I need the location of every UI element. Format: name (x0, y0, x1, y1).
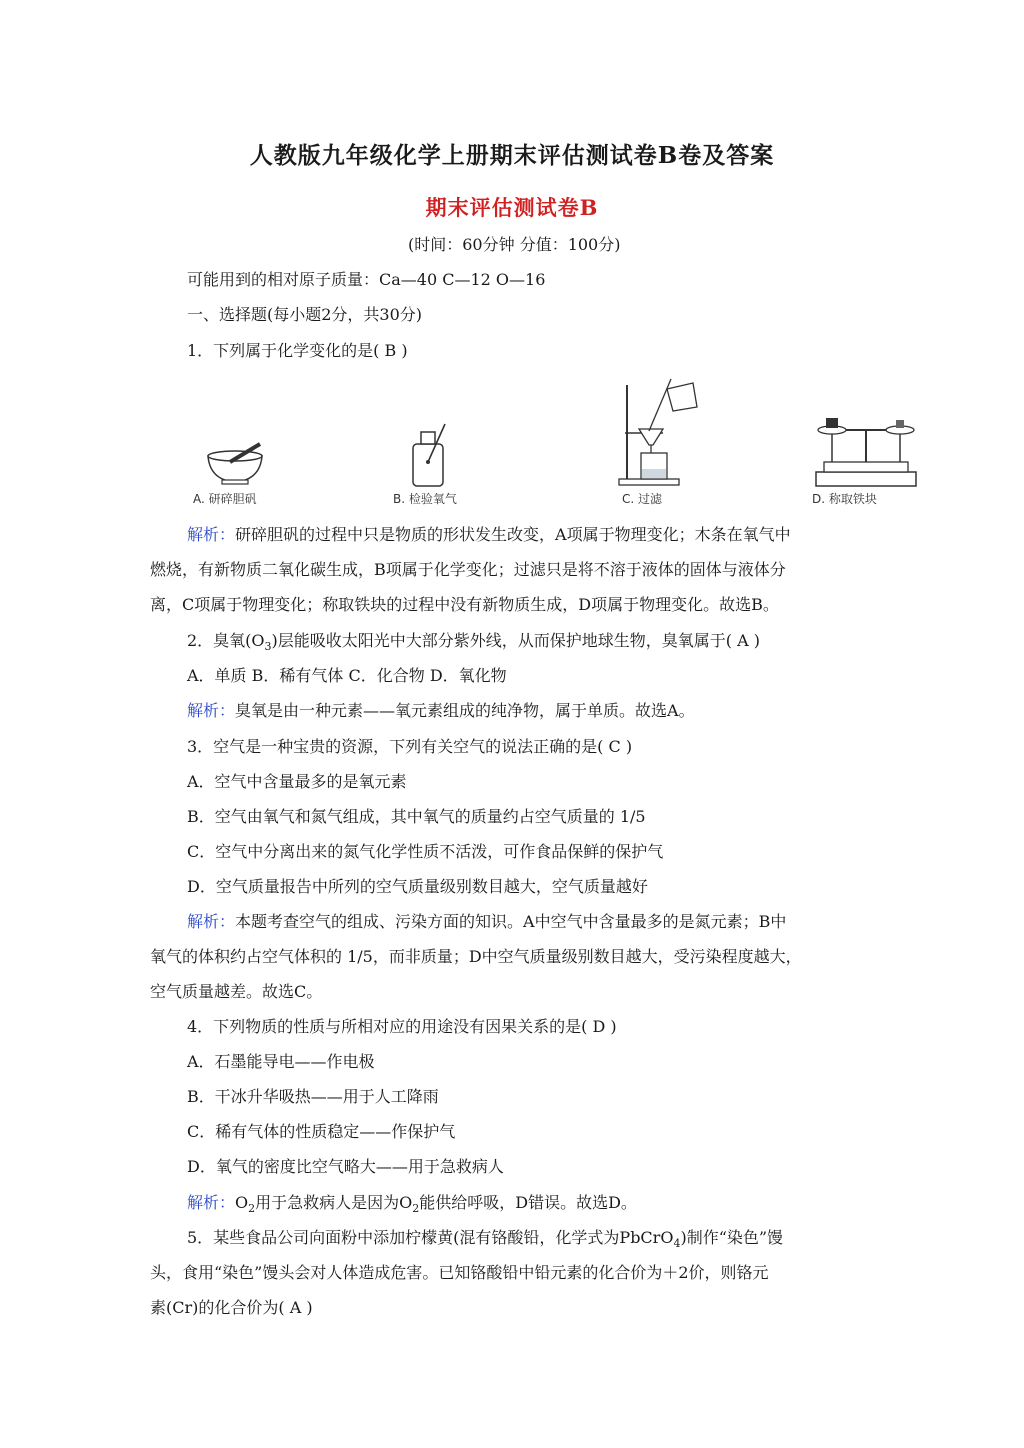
caption-c: C. 过滤 (622, 492, 663, 506)
q2-stem-part: )层能吸收太阳光中大部分紫外线，从而保护地球生物，臭氧属于( A ) (271, 631, 761, 650)
question-3-stem: 3．空气是一种宝贵的资源，下列有关空气的说法正确的是( C ) (187, 737, 633, 756)
caption-b: B. 检验氧气 (393, 492, 457, 506)
exam-meta: (时间：60分钟 分值：100分) (408, 235, 621, 254)
question-3-option-b: B．空气由氧气和氮气组成，其中氧气的质量约占空气质量的 1/5 (187, 807, 646, 826)
caption-a: A. 研碎胆矾 (193, 492, 257, 506)
question-2-options: A．单质 B．稀有气体 C．化合物 D．氧化物 (187, 666, 507, 685)
question-4-stem: 4．下列物质的性质与所相对应的用途没有因果关系的是( D ) (187, 1017, 617, 1036)
analysis-text: 本题考查空气的组成、污染方面的知识。A中空气中含量最多的是氮元素；B中 (235, 912, 787, 931)
analysis-subscript: 2 (248, 1202, 256, 1216)
filtration-apparatus-icon (615, 375, 710, 487)
analysis-label: 解析： (187, 1193, 236, 1212)
analysis-label: 解析： (187, 912, 236, 931)
caption-d: D. 称取铁块 (812, 492, 877, 506)
analysis-text: 能供给呼吸，D错误。故选D。 (419, 1193, 637, 1212)
exam-subtitle: 期末评估测试卷B (425, 195, 599, 220)
mortar-icon (200, 440, 270, 486)
question-5-line-1 (187, 1228, 783, 1254)
analysis-text: 臭氧是由一种元素——氧元素组成的纯净物，属于单质。故选A。 (235, 701, 695, 720)
question-3-option-a: A．空气中含量最多的是氧元素 (187, 772, 407, 791)
question-4-option-a: A．石墨能导电——作电极 (187, 1052, 375, 1071)
q5-text: )制作“染色”馒 (680, 1228, 784, 1247)
q2-analysis (187, 701, 695, 721)
question-4-option-d: D．氧气的密度比空气略大——用于急救病人 (187, 1157, 504, 1176)
question-1-stem: 1．下列属于化学变化的是( B ) (187, 341, 408, 360)
question-5-line-3: 素(Cr)的化合价为( A ) (150, 1298, 313, 1317)
analysis-label: 解析： (187, 525, 236, 544)
section-heading: 一、选择题(每小题2分，共30分) (187, 305, 423, 324)
gas-bottle-icon (405, 422, 453, 488)
analysis-label: 解析： (187, 701, 236, 720)
q1-analysis-line-2: 燃烧，有新物质二氧化碳生成，B项属于化学变化；过滤只是将不溶于液体的固体与液体分 (150, 560, 786, 579)
q5-text: 5．某些食品公司向面粉中添加柠檬黄(混有铬酸铅，化学式为PbCrO (187, 1228, 674, 1247)
q2-stem-part: 2．臭氧(O (187, 631, 265, 650)
q3-analysis-line-3: 空气质量越差。故选C。 (150, 982, 323, 1001)
question-2-stem (187, 631, 760, 657)
q2-stem-subscript: 3 (264, 640, 272, 654)
analysis-subscript: 2 (412, 1202, 420, 1216)
question-3-option-c: C．空气中分离出来的氮气化学性质不活泼，可作食品保鲜的保护气 (187, 842, 664, 861)
analysis-text: 研碎胆矾的过程中只是物质的形状发生改变，A项属于物理变化；木条在氧气中 (235, 525, 791, 544)
question-4-option-c: C．稀有气体的性质稳定——作保护气 (187, 1122, 456, 1141)
q1-analysis-line-3: 离，C项属于物理变化；称取铁块的过程中没有新物质生成，D项属于物理变化。故选B。 (150, 595, 779, 614)
analysis-text: O (235, 1193, 249, 1212)
q1-analysis-line-1 (187, 525, 791, 545)
q3-analysis-line-2: 氧气的体积约占空气体积的 1/5，而非质量；D中空气质量级别数目越大，受污染程度越大， (150, 947, 802, 966)
question-5-line-2: 头，食用“染色”馒头会对人体造成危害。已知铬酸铅中铅元素的化合价为＋2价，则铬元 (150, 1263, 769, 1282)
q4-analysis (187, 1193, 637, 1219)
atomic-mass-note: 可能用到的相对原子质量：Ca—40 C—12 O—16 (187, 270, 546, 289)
question-4-option-b: B．干冰升华吸热——用于人工降雨 (187, 1087, 439, 1106)
question-3-option-d: D．空气质量报告中所列的空气质量级别数目越大，空气质量越好 (187, 877, 648, 896)
q3-analysis-line-1 (187, 912, 786, 932)
balance-scale-icon (810, 412, 922, 488)
analysis-text: 用于急救病人是因为O (255, 1193, 413, 1212)
q5-subscript: 4 (673, 1237, 681, 1251)
document-title: 人教版九年级化学上册期末评估测试卷B卷及答案 (249, 142, 775, 169)
